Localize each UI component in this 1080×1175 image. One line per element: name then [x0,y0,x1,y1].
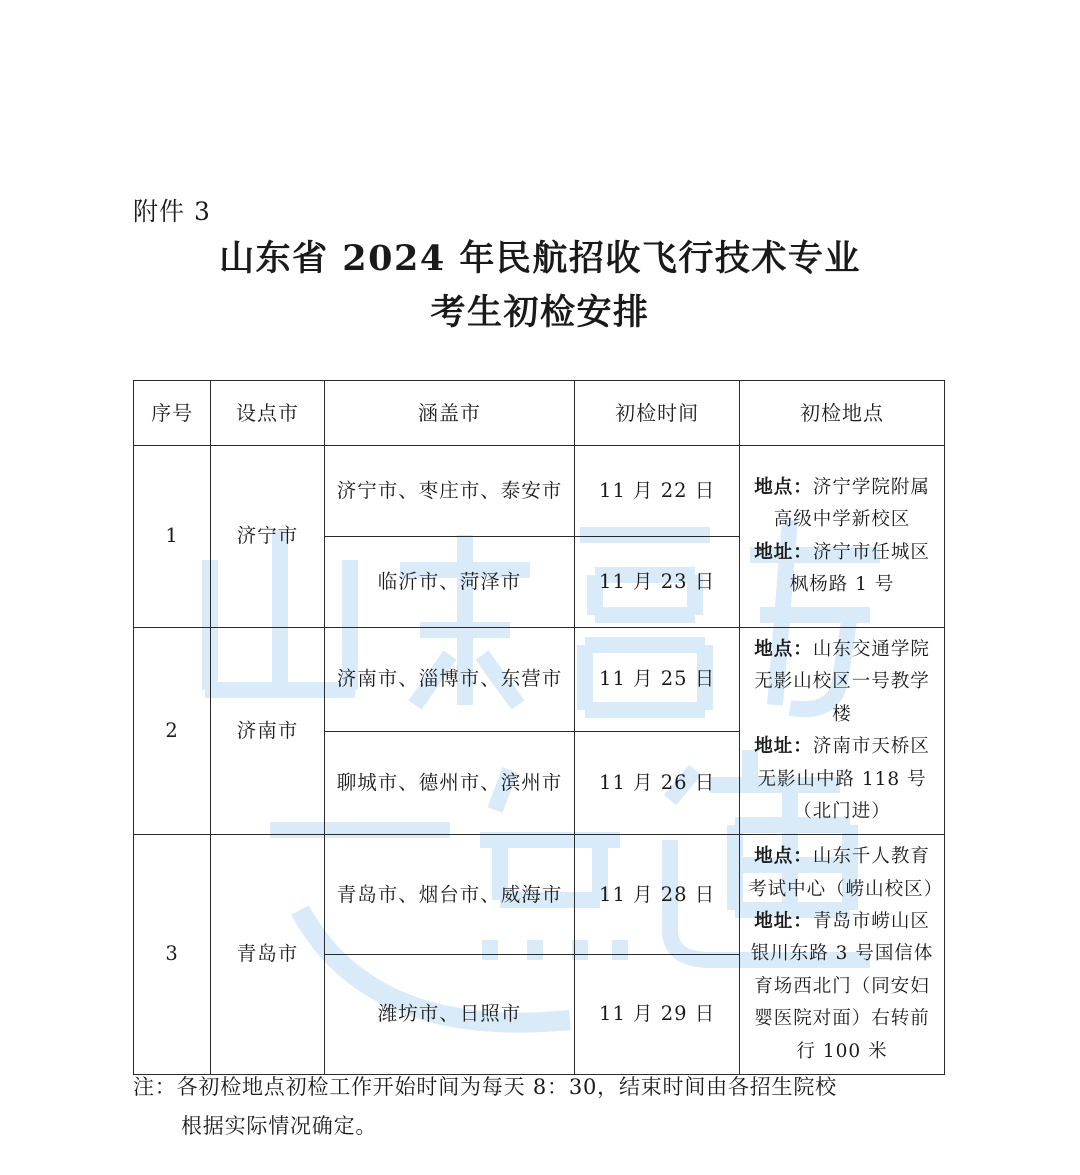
table-row [134,446,945,537]
attachment-label: 附件 3 [133,197,211,226]
header-time: 初检时间 [575,381,740,446]
place-address-label: 地址： [754,736,813,758]
cell-no: 2 [134,628,211,835]
place-venue-line [748,472,936,537]
cell-city: 济南市 [211,628,325,835]
table-header-row [134,381,945,446]
header-place: 初检地点 [740,381,945,446]
cell-city: 青岛市 [211,835,325,1075]
cell-time: 11 月 28 日 [575,835,740,955]
place-address-label: 地址： [754,541,813,563]
cell-place [740,446,945,628]
cell-time: 11 月 23 日 [575,537,740,628]
place-venue-label: 地点： [754,639,813,660]
cell-time: 11 月 22 日 [575,446,740,537]
place-address-value: 济宁市任城区枫杨路 1 号 [789,541,930,595]
cell-time: 11 月 25 日 [575,628,740,732]
place-address-value: 青岛市崂山区银川东路 3 号国信体育场西北门（同安妇婴医院对面）右转前行 100 米 [750,911,934,1062]
cell-time: 11 月 29 日 [575,955,740,1075]
place-address-line [748,906,936,1068]
cell-no: 1 [134,446,211,628]
place-venue-line [748,841,944,906]
cell-cover: 青岛市、烟台市、威海市 [324,835,574,955]
table-row [134,628,945,732]
place-address-label: 地址： [754,911,813,932]
place-venue-value: 山东千人教育考试中心（崂山校区） [748,846,944,900]
place-venue-label: 地点： [754,846,813,868]
page-title [0,232,1080,341]
schedule-table [133,380,945,1075]
cell-cover: 临沂市、菏泽市 [324,537,574,628]
footnote-line-2: 根据实际情况确定。 [181,1113,378,1138]
cell-no: 3 [134,835,211,1075]
place-venue-line [748,634,936,731]
table-row [134,835,945,955]
place-venue-label: 地点： [754,476,813,498]
cell-cover: 济南市、淄博市、东营市 [324,628,574,732]
place-address-value: 济南市天桥区无影山中路 118 号（北门进） [757,736,930,822]
title-line-1: 山东省 2024 年民航招收飞行技术专业 [219,238,861,279]
cell-time: 11 月 26 日 [575,731,740,835]
header-city: 设点市 [211,381,325,446]
title-line-2: 考生初检安排 [430,292,650,334]
cell-cover: 聊城市、德州市、滨州市 [324,731,574,835]
header-cover: 涵盖市 [324,381,574,446]
cell-city: 济宁市 [211,446,325,628]
place-venue-value: 山东交通学院无影山校区一号教学楼 [754,639,930,725]
footnote-line-1: 注：各初检地点初检工作开始时间为每天 8：30，结束时间由各招生院校 [133,1075,837,1099]
cell-place [740,835,945,1075]
place-venue-value: 济宁学院附属高级中学新校区 [773,476,930,531]
header-no: 序号 [134,381,211,446]
place-address-line [748,731,936,828]
cell-cover: 济宁市、枣庄市、泰安市 [324,446,574,537]
footnote [133,1068,953,1146]
cell-cover: 潍坊市、日照市 [324,955,574,1075]
place-address-line [748,537,936,602]
cell-place [740,628,945,835]
